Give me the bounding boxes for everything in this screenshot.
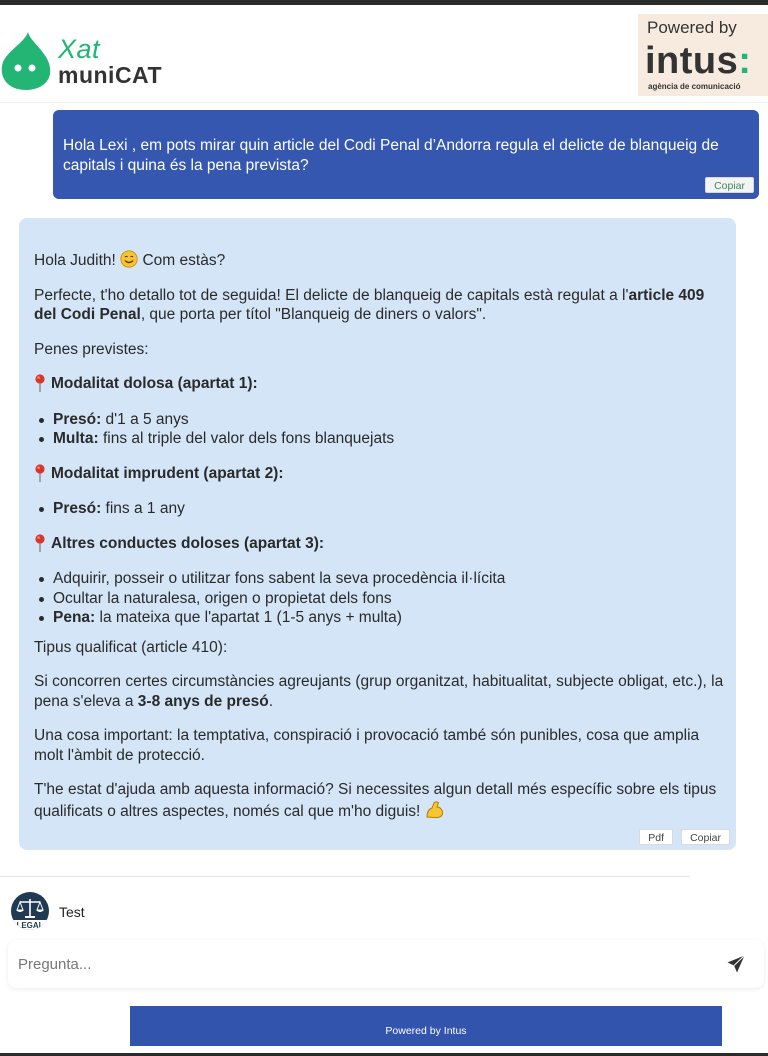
- section1-title: Modalitat dolosa (apartat 1):: [51, 375, 258, 392]
- section3-title: Altres conductes doloses (apartat 3):: [51, 534, 325, 552]
- list-item: [34, 608, 724, 628]
- qualified-text-bold: 3-8 anys de presó: [137, 692, 269, 710]
- list-item-label: Multa:: [53, 430, 99, 447]
- intus-subtitle: agència de comunicació: [648, 82, 741, 91]
- list-item: [34, 429, 724, 449]
- paper-plane-icon[interactable]: [726, 954, 746, 974]
- list-item-label: Presó:: [53, 410, 102, 428]
- header-divider: [0, 102, 768, 103]
- user-message-bubble: [53, 110, 759, 199]
- section2-title: Modalitat imprudent (apartat 2):: [51, 464, 284, 482]
- pdf-button[interactable]: Pdf: [639, 829, 673, 845]
- list-item-label: Pena:: [53, 609, 96, 626]
- logo-drop-icon: [0, 30, 52, 92]
- list-item: [34, 589, 724, 609]
- section1-list: [34, 410, 724, 449]
- flexed-biceps-icon: [425, 800, 444, 819]
- greeting-text: Hola Judith!: [34, 252, 116, 269]
- copy-assistant-message-button[interactable]: Copiar: [681, 829, 730, 845]
- agent-name: Test: [59, 904, 85, 920]
- logo-text-xat: Xat: [58, 34, 101, 64]
- xat-municat-logo[interactable]: [0, 26, 200, 96]
- intro-text-post: , que porta per títol "Blanqueig de diners o valors".: [140, 306, 487, 323]
- qualified-heading: Tipus qualificat (article 410):: [34, 638, 228, 656]
- scales-of-justice-icon: [11, 892, 49, 930]
- intro-paragraph: [34, 286, 724, 325]
- intus-brand: [645, 42, 751, 80]
- composer-bar: [8, 940, 764, 988]
- list-item-text: d'1 a 5 anys: [101, 410, 189, 428]
- intus-brand-colon: :: [738, 40, 752, 82]
- assistant-message-actions: [639, 829, 730, 845]
- qualified-paragraph: [34, 672, 724, 711]
- powered-by-footer[interactable]: Powered by Intus: [130, 1006, 722, 1046]
- penalties-heading: Penes previstes:: [34, 340, 149, 358]
- list-item: [34, 410, 724, 430]
- powered-by-intus-badge[interactable]: [638, 14, 768, 96]
- round-pushpin-icon: [34, 374, 46, 393]
- smiling-face-icon: [120, 250, 138, 268]
- question-input[interactable]: [18, 950, 698, 978]
- list-item-text: la mateixa que l'apartat 1 (1-5 anys + multa): [95, 609, 402, 626]
- powered-by-label: Powered by: [647, 18, 737, 37]
- list-item-text: Ocultar la naturalesa, origen o propietat dels fons: [53, 589, 392, 607]
- section2-heading: [34, 464, 724, 484]
- section1-heading: [34, 374, 724, 394]
- round-pushpin-icon: [34, 464, 46, 483]
- list-item-label: Presó:: [53, 500, 102, 517]
- composer-divider: [0, 876, 768, 877]
- round-pushpin-icon: [34, 534, 46, 553]
- list-item: [34, 569, 724, 589]
- important-paragraph: Una cosa important: la temptativa, conspiració i provocació també són punibles, cosa que amplia molt l'àmbit de protecció.: [34, 727, 700, 764]
- logo-text-municat: muniCAT: [58, 62, 163, 88]
- list-item-text: Adquirir, posseir o utilitzar fons sabent la seva procedència il·lícita: [53, 570, 506, 587]
- list-item-text: fins a 1 any: [101, 500, 185, 517]
- section3-list: [34, 569, 724, 628]
- user-message-text: Hola Lexi , em pots mirar quin article del Codi Penal d’Andorra regula el delicte de blanqueig de capitals i quina és la pena prevista?: [63, 137, 719, 174]
- assistant-message-bubble: [19, 218, 736, 850]
- section3-heading: [34, 534, 724, 554]
- intro-text-bold: article 409 del Codi Penal: [34, 286, 705, 323]
- closing-paragraph: [34, 780, 724, 821]
- qualified-text-post: .: [268, 692, 274, 710]
- copy-user-message-button[interactable]: Copiar: [705, 177, 754, 193]
- list-item-text: fins al triple del valor dels fons blanquejats: [98, 430, 395, 447]
- greeting-tail-text: Com estàs?: [142, 252, 226, 269]
- intus-brand-name: intus: [645, 40, 739, 82]
- avatar[interactable]: [11, 892, 49, 930]
- greeting-line: [34, 250, 724, 271]
- qualified-text-pre: Si concorren certes circumstàncies agreujants (grup organitzat, habitualitat, subjecte obligat, etc.), la pena s'eleva a: [34, 673, 724, 710]
- avatar-legal-text: LEGAL: [16, 921, 44, 930]
- closing-text: T'he estat d'ajuda amb aquesta informació? Si necessites algun detall més específic sobre els tipus qualificats o altres aspectes, només cal que m'ho diguis!: [34, 781, 717, 820]
- section2-list: [34, 499, 724, 519]
- top-border: [0, 0, 768, 5]
- intro-text-pre: Perfecte, t'ho detallo tot de seguida! El delicte de blanqueig de capitals està regulat a l': [34, 286, 629, 304]
- assistant-message-content: [34, 250, 724, 836]
- list-item: [34, 499, 724, 519]
- blank-panel: [690, 872, 768, 940]
